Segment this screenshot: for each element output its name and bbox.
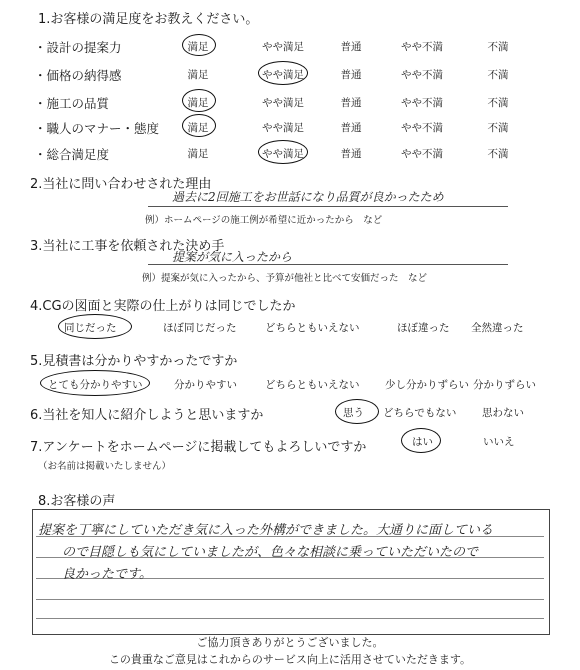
q1-option: 満足 xyxy=(187,148,209,160)
q1-option: やや不満 xyxy=(401,69,443,81)
q1-option: 満足 xyxy=(187,97,209,109)
q1-row-label: ・施工の品質 xyxy=(34,96,110,111)
q1-option: 満足 xyxy=(187,122,209,134)
q1-option: 普通 xyxy=(340,69,362,81)
q1-row-label: ・職人のマナー・態度 xyxy=(34,121,160,136)
q1-option: やや満足 xyxy=(262,41,304,53)
selection-circle xyxy=(258,61,308,85)
q4-option: 同じだった xyxy=(64,322,117,334)
selection-circle xyxy=(182,34,216,56)
q1-option: やや不満 xyxy=(401,41,443,53)
voice-line xyxy=(36,599,544,600)
q3-title: 3.当社に工事を依頼された決め手 xyxy=(30,239,225,254)
q1-option: 普通 xyxy=(340,41,362,53)
q5-option: 分かりずらい xyxy=(473,379,536,391)
voice-handwritten-line: 提案を丁寧にしていただき気に入った外構ができました。大通りに面している xyxy=(38,523,494,538)
q1-option: 普通 xyxy=(340,97,362,109)
q6-option: 思う xyxy=(343,407,364,419)
q2-handwritten-answer: 過去に2回施工をお世話になり品質が良かったため xyxy=(172,190,444,204)
q5-option: とても分かりやすい xyxy=(48,379,143,391)
selection-circle xyxy=(335,399,379,424)
q1-option: 不満 xyxy=(487,69,509,81)
q1-option: 不満 xyxy=(487,97,509,109)
q3-handwritten-answer: 提案が気に入ったから xyxy=(172,250,293,264)
q4-option: 全然違った xyxy=(471,322,524,334)
q5-option: 分かりやすい xyxy=(174,379,237,391)
q4-option: ほぼ同じだった xyxy=(163,322,237,334)
selection-circle xyxy=(258,140,308,164)
footer-thanks: ご協力頂きありがとうございました。 xyxy=(196,636,384,649)
q7-title: 7.アンケートをホームページに掲載してもよろしいですか xyxy=(30,440,367,455)
q5-title: 5.見積書は分かりやすかったですか xyxy=(30,354,238,369)
q1-option: 満足 xyxy=(187,41,209,53)
q3-example: 例）提案が気に入ったから、予算が他社と比べて安価だった など xyxy=(142,273,428,284)
q7-option: いいえ xyxy=(483,436,515,448)
q1-option: やや不満 xyxy=(401,97,443,109)
q2-example: 例）ホームページの施工例が希望に近かったから など xyxy=(145,215,383,226)
answer-line xyxy=(148,206,508,207)
q5-option: 少し分かりずらい xyxy=(385,379,469,391)
q6-option: どちらでもない xyxy=(383,407,457,419)
q1-option: 普通 xyxy=(340,122,362,134)
q5-option: どちらともいえない xyxy=(265,379,360,391)
selection-circle xyxy=(182,89,216,112)
q2-title: 2.当社に問い合わせされた理由 xyxy=(30,177,212,192)
voice-handwritten-line: ので目隠しも気にしていましたが、色々な相談に乗っていただいたので xyxy=(62,545,479,560)
q1-row-label: ・設計の提案力 xyxy=(34,40,122,55)
q1-option: 不満 xyxy=(487,148,509,160)
q1-title: 1.お客様の満足度をお教えください。 xyxy=(38,12,259,27)
q4-option: どちらともいえない xyxy=(265,322,360,334)
q1-option: やや満足 xyxy=(262,148,304,160)
q1-option: やや不満 xyxy=(401,122,443,134)
q1-option: やや満足 xyxy=(262,69,304,81)
q1-option: やや不満 xyxy=(401,148,443,160)
q6-title: 6.当社を知人に紹介しようと思いますか xyxy=(30,408,264,423)
footer-message: この貴重なご意見はこれからのサービス向上に活用させていただきます。 xyxy=(108,653,472,666)
q8-title: 8.お客様の声 xyxy=(38,494,116,509)
q1-option: やや満足 xyxy=(262,97,304,109)
q1-row-label: ・価格の納得感 xyxy=(34,68,122,83)
q7-option: はい xyxy=(412,436,433,448)
voice-handwritten-line: 良かったです。 xyxy=(62,567,152,582)
q1-option: 満足 xyxy=(187,69,209,81)
q6-option: 思わない xyxy=(482,407,524,419)
voice-line xyxy=(36,618,544,619)
q1-option: 不満 xyxy=(487,41,509,53)
q1-option: やや満足 xyxy=(262,122,304,134)
selection-circle xyxy=(182,114,216,137)
q1-option: 不満 xyxy=(487,122,509,134)
q1-option: 普通 xyxy=(340,148,362,160)
q4-option: ほぼ違った xyxy=(397,322,450,334)
q4-title: 4.CGの図面と実際の仕上がりは同じでしたか xyxy=(30,299,296,314)
selection-circle xyxy=(401,428,441,453)
selection-circle xyxy=(58,314,132,339)
q7-note: （お名前は掲載いたしません） xyxy=(38,461,172,472)
q1-row-label: ・総合満足度 xyxy=(34,147,110,162)
selection-circle xyxy=(40,370,150,396)
answer-line xyxy=(148,264,508,265)
